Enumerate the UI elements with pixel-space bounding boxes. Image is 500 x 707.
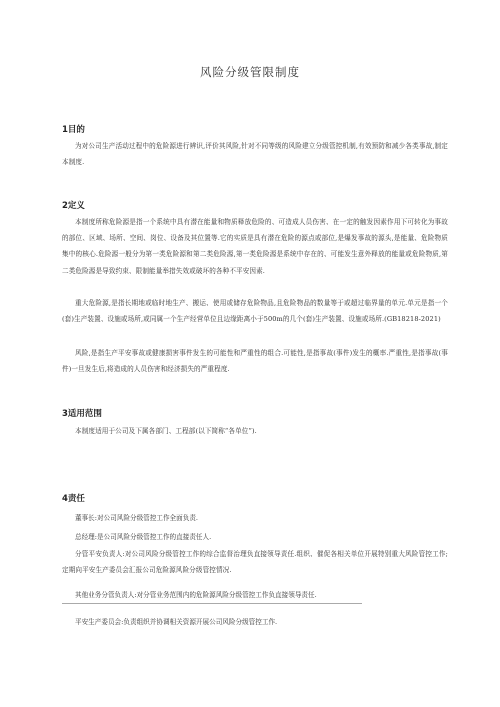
section-heading-definition: 2定义: [62, 201, 85, 211]
section-paragraph: 风险,是指生产平安事故或健康损害事件发生的可能性和严重性的组合.可能性,是指事故(事件)发生的概率.严重性,是指事故(事件)一旦发生后,将造成的人员伤害和经济损失的严重程度.: [62, 349, 448, 374]
section-heading-responsibility: 4责任: [62, 494, 85, 504]
responsibility-item: 其他业务分管负责人:对分管业务范围内的危险源风险分级管控工作负直接领导责任.: [75, 591, 317, 599]
responsibility-item: 分管平安负责人:对公司风险分级管控工作的综合监督治理负直接领导责任.组织、催促各相关单位开展特别重大风险管控工作;定期向平安生产委员会汇报公司危险源风险分级管控情况.: [62, 550, 448, 575]
divider-line: [62, 603, 362, 604]
document-title: 风险分级管限制度: [200, 65, 300, 79]
responsibility-item: 董事长:对公司风险分级管控工作全面负责.: [75, 514, 199, 522]
section-paragraph: 本制度适用于公司及下属各部门、工程部(以下简称“各单位”).: [75, 427, 257, 435]
section-heading-purpose: 1目的: [62, 125, 85, 135]
section-paragraph: 本制度所称危险源是指一个系统中具有潜在能量和物质释放危险的、可造成人员伤害、在一定的触发因素作用下可转化为事故的部位、区域、场所、空间、岗位、设备及其位置等.它的实质是具有潜在危险的源点或部位,是爆发事故的源头,是能量、危险物质集中的核心.危险源一般分为第一类危险源和第二类危险源,第一类危险源是系统中存在的、可能发生意外释放的能量或危险物质,第二类危险源是导致约束、限制能量举措失效或破坏的各种不平安因素.: [62, 218, 448, 275]
responsibility-item: 总经理:是公司风险分级管控工作的直接责任人.: [75, 533, 212, 541]
section-heading-scope: 3适用范围: [62, 409, 102, 419]
section-paragraph: 为对公司生产活动过程中的危险源进行辨识,评价其风险,针对不同等级的风险建立分级管控机制,有效预防和减少各类事故,制定本制度.: [62, 142, 448, 167]
responsibility-item: 平安生产委员会:负责组织并协调相关资源开展公司风险分级管控工作.: [75, 618, 278, 626]
section-paragraph: 重大危险源,是指长期地或临时地生产、搬运、使用或储存危险物品,且危险物品的数量等于或超过临界量的单元.单元是指一个(套)生产装置、设施或场所,或同属一个生产经营单位且边缘距离小于500m的几个(套)生产装置、设施或场所.(GB18218-2021): [62, 299, 448, 324]
